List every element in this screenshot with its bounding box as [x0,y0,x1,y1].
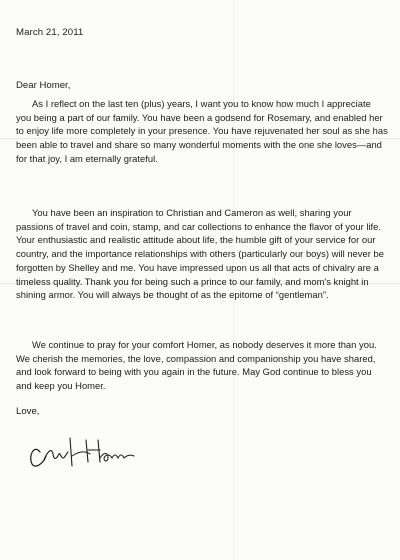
letter-paragraph: We continue to pray for your comfort Homer, as nobody deserves it more than you. We cherish the memories, the love, compassion and companionship you have shared, and look forward to being with you again in the future. May God continue to bless you and keep you Homer. [16,339,377,392]
letter-salutation: Dear Homer, [16,80,71,91]
letter-paragraph: As I reflect on the last ten (plus) years, I want you to know how much I appreciate you being a part of our family. You have been a godsend for Rosemary, and enabled her to enjoy life more completely in your presence. You have rejuvenated her soul as she has been able to travel and share so many wonderful moments with the one she loves—and for that joy, I am eternally grateful. [16,98,388,164]
letter-date: March 21, 2011 [16,27,84,38]
letter-paragraph: You have been an inspiration to Christian and Cameron as well, sharing your passions of travel and coin, stamp, and car collections to enhance the flavor of your life. Your enthusiastic and realistic attitude about life, the humble gift of your service for our country, and the importance relationships with others (particularly our boys) will never be forgotten by Shelley and me. You have impressed upon us all that acts of chivalry are a timeless quality. Thank you for being such a prince to our family, and mom's knight in shining armor. You will always be thought of as the epitome of “gentleman”. [16,207,384,301]
letter-closing: Love, [16,406,40,417]
handwritten-signature [26,432,146,472]
